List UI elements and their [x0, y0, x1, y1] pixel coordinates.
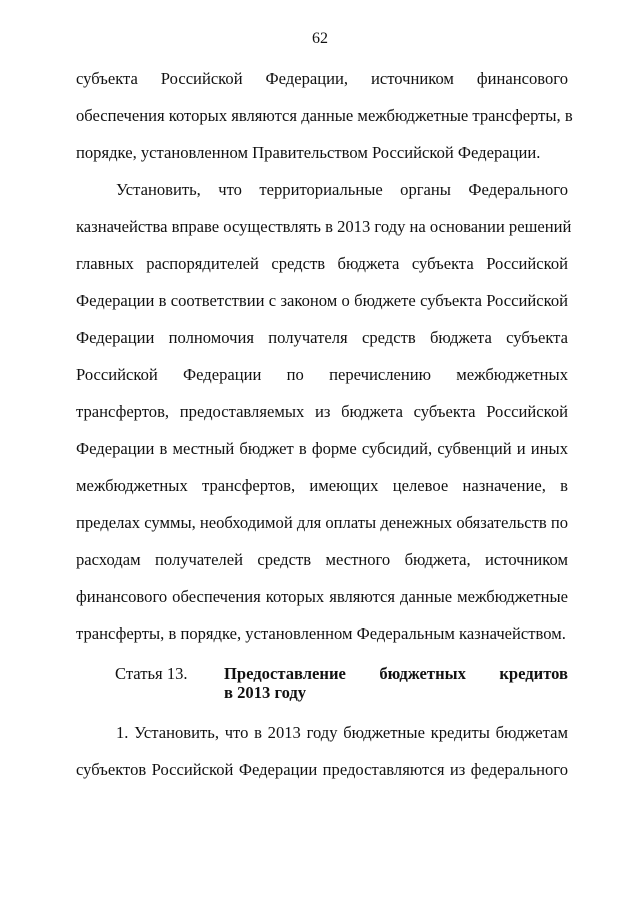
text-line: пределах суммы, необходимой для оплаты денежных обязательств по [76, 513, 569, 532]
page-number: 62 [312, 30, 328, 47]
text-line: порядке, установленном Правительством Российской Федерации. [76, 143, 541, 162]
text-line: трансферты, в порядке, установленном Федеральным казначейством. [76, 624, 566, 643]
text-line: Федерации в соответствии с законом о бюджете субъекта Российской [76, 291, 568, 310]
text-line: расходам получателей средств местного бюджета, источником [76, 550, 568, 569]
paragraph-budget-credits [76, 723, 568, 797]
article-title [224, 664, 568, 702]
paragraph-continuation [76, 69, 573, 180]
article-title-line: в 2013 году [224, 683, 307, 702]
text-line: обеспечения которых являются данные межбюджетные трансферты, в [76, 106, 573, 125]
paragraph-treasury-authority [76, 180, 572, 661]
text-line: финансового обеспечения которых являются данные межбюджетные [76, 587, 568, 606]
text-line: субъектов Российской Федерации предоставляются из федерального [76, 760, 568, 779]
text-line: трансфертов, предоставляемых из бюджета субъекта Российской [76, 402, 568, 421]
text-line: Федерации в местный бюджет в форме субсидий, субвенций и иных [76, 439, 568, 458]
text-line: субъекта Российской Федерации, источником финансового [76, 69, 568, 88]
text-line: межбюджетных трансфертов, имеющих целевое назначение, в [76, 476, 568, 495]
text-line: главных распорядителей средств бюджета субъекта Российской [76, 254, 568, 273]
article-title-line: Предоставление бюджетных кредитов [224, 664, 568, 683]
text-line: 1. Установить, что в 2013 году бюджетные кредиты бюджетам [116, 723, 568, 742]
article-label: Статья 13. [115, 664, 188, 683]
text-line: Федерации полномочия получателя средств бюджета субъекта [76, 328, 568, 347]
text-line: Российской Федерации по перечислению межбюджетных [76, 365, 568, 384]
text-line: Установить, что территориальные органы Федерального [116, 180, 568, 199]
text-line: казначейства вправе осуществлять в 2013 году на основании решений [76, 217, 572, 236]
